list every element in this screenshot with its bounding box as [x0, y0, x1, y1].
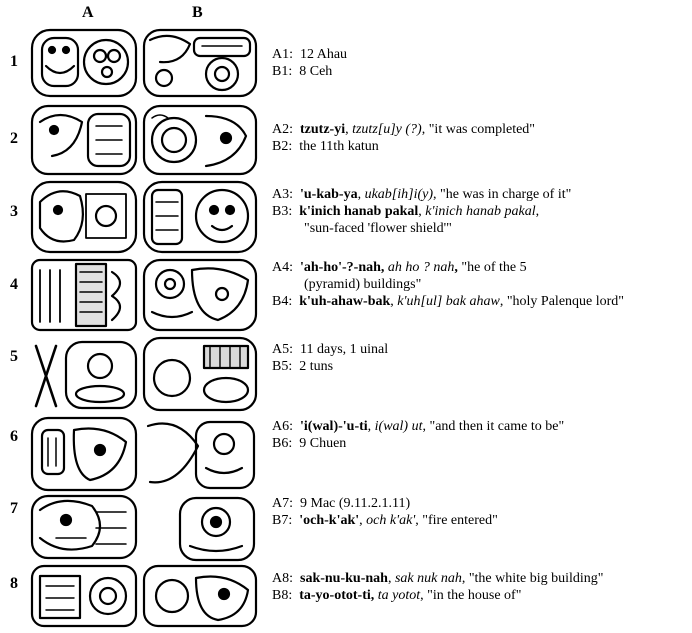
glyph-b1 — [144, 30, 256, 96]
row-6-transcription — [272, 418, 564, 452]
translation-text: , — [345, 122, 353, 137]
translation-text: B8: — [272, 588, 300, 603]
translation-text: (pyramid) buildings" — [304, 277, 422, 292]
row-5-transcription — [272, 341, 388, 375]
translation-text: , — [367, 419, 375, 434]
transliteration-text: k'uh-ahaw-bak — [299, 294, 391, 309]
row-number-1: 1 — [10, 53, 18, 70]
transliteration-text: sak-nu-ku-nah — [300, 571, 388, 586]
translation-text: A3: — [272, 187, 300, 202]
transcription-line — [272, 358, 388, 375]
translation-text: , "in the house of" — [420, 588, 522, 603]
transliteration-text: , — [454, 260, 462, 275]
transcription-text: k'uh[ul] bak ahaw — [397, 294, 500, 309]
transcription-text: ah ho ? nah — [387, 260, 455, 275]
translation-text: "sun-faced 'flower shield'" — [304, 221, 452, 236]
transcription-line — [272, 46, 347, 63]
row-number-3: 3 — [10, 203, 18, 220]
transcription-line — [272, 495, 498, 512]
translation-text: A7: 9 Mac (9.11.2.1.11) — [272, 496, 411, 511]
transcription-text: sak nuk nah — [394, 571, 462, 586]
transcription-line — [272, 341, 388, 358]
glyph-a1 — [32, 30, 136, 96]
transliteration-text: 'och-k'ak' — [299, 513, 360, 528]
glyph-a2 — [32, 106, 136, 174]
glyph-a6 — [32, 418, 136, 490]
translation-text: , — [418, 204, 426, 219]
translation-text: B2: the 11th katun — [272, 139, 379, 154]
row-number-8: 8 — [10, 575, 18, 592]
translation-text: B7: — [272, 513, 300, 528]
transcription-line — [272, 418, 564, 435]
transliteration-text: tzutz-yi — [300, 122, 346, 137]
translation-text: A5: 11 days, 1 uinal — [272, 342, 389, 357]
translation-text: , "the white big building" — [461, 571, 604, 586]
transcription-line — [272, 121, 535, 138]
maya-glyph-drawing — [26, 26, 266, 630]
translation-text: , "and then it came to be" — [422, 419, 565, 434]
translation-text: , — [390, 294, 398, 309]
glyph-b7 — [180, 498, 254, 560]
transcription-text: i(wal) ut — [374, 419, 423, 434]
translation-text: , — [357, 187, 365, 202]
transcription-line — [272, 276, 624, 293]
translation-text: "he of the 5 — [461, 260, 527, 275]
row-7-transcription — [272, 495, 498, 529]
transcription-text: ukab[ih]i(y) — [364, 187, 434, 202]
transcription-line — [272, 512, 498, 529]
translation-text: B5: 2 tuns — [272, 359, 334, 374]
glyph-b4 — [144, 260, 256, 330]
translation-text: , — [359, 513, 367, 528]
transcription-text: tzutz[u]y (?) — [352, 122, 422, 137]
transcription-line — [272, 63, 347, 80]
transcription-line — [272, 186, 571, 203]
translation-text: A2: — [272, 122, 300, 137]
translation-text: A1: 12 Ahau — [272, 47, 348, 62]
glyph-a7 — [32, 496, 136, 558]
translation-text: , "he was in charge of it" — [433, 187, 572, 202]
transcription-line — [272, 570, 604, 587]
transcription-line — [272, 138, 535, 155]
transliteration-text: 'i(wal)-'u-ti — [300, 419, 368, 434]
transcription-line — [272, 203, 571, 220]
row-number-7: 7 — [10, 500, 18, 517]
translation-text: B3: — [272, 204, 300, 219]
translation-text: B6: 9 Chuen — [272, 436, 347, 451]
row-8-transcription — [272, 570, 604, 604]
transcription-text: k'inich hanab pakal — [425, 204, 536, 219]
glyph-a4 — [32, 260, 136, 330]
row-number-6: 6 — [10, 428, 18, 445]
glyph-a3 — [32, 182, 136, 252]
row-1-transcription — [272, 46, 347, 80]
glyph-b8 — [144, 566, 256, 626]
transcription-text: ta yotot — [377, 588, 421, 603]
row-number-4: 4 — [10, 276, 18, 293]
transliteration-text: ta-yo-otot-ti, — [299, 588, 375, 603]
row-number-2: 2 — [10, 130, 18, 147]
transcription-line — [272, 587, 604, 604]
glyph-a8 — [32, 566, 136, 626]
transliteration-text: k'inich hanab pakal — [299, 204, 419, 219]
glyph-b2 — [144, 106, 256, 174]
translation-text: B4: — [272, 294, 300, 309]
row-3-transcription — [272, 186, 571, 237]
transcription-line — [272, 220, 571, 237]
glyph-b3 — [144, 182, 256, 252]
translation-text: A6: — [272, 419, 300, 434]
translation-text: , "it was completed" — [421, 122, 536, 137]
transcription-line — [272, 435, 564, 452]
column-header-a: A — [82, 4, 94, 21]
translation-text: , — [387, 571, 395, 586]
glyph-b5 — [144, 338, 256, 410]
translation-text: , "fire entered" — [415, 513, 498, 528]
translation-text: , "holy Palenque lord" — [499, 294, 625, 309]
translation-text: A8: — [272, 571, 300, 586]
glyph-b6 — [148, 422, 254, 488]
translation-text: B1: 8 Ceh — [272, 64, 333, 79]
translation-text: , — [535, 204, 540, 219]
glyph-a5 — [36, 342, 136, 408]
transcription-line — [272, 259, 624, 276]
row-number-5: 5 — [10, 348, 18, 365]
column-header-b: B — [192, 4, 203, 21]
row-4-transcription — [272, 259, 624, 310]
transcription-text: och k'ak' — [366, 513, 416, 528]
row-2-transcription — [272, 121, 535, 155]
transliteration-text: 'ah-ho'-?-nah, — [300, 260, 385, 275]
transliteration-text: 'u-kab-ya — [300, 187, 358, 202]
translation-text: A4: — [272, 260, 300, 275]
transcription-line — [272, 293, 624, 310]
